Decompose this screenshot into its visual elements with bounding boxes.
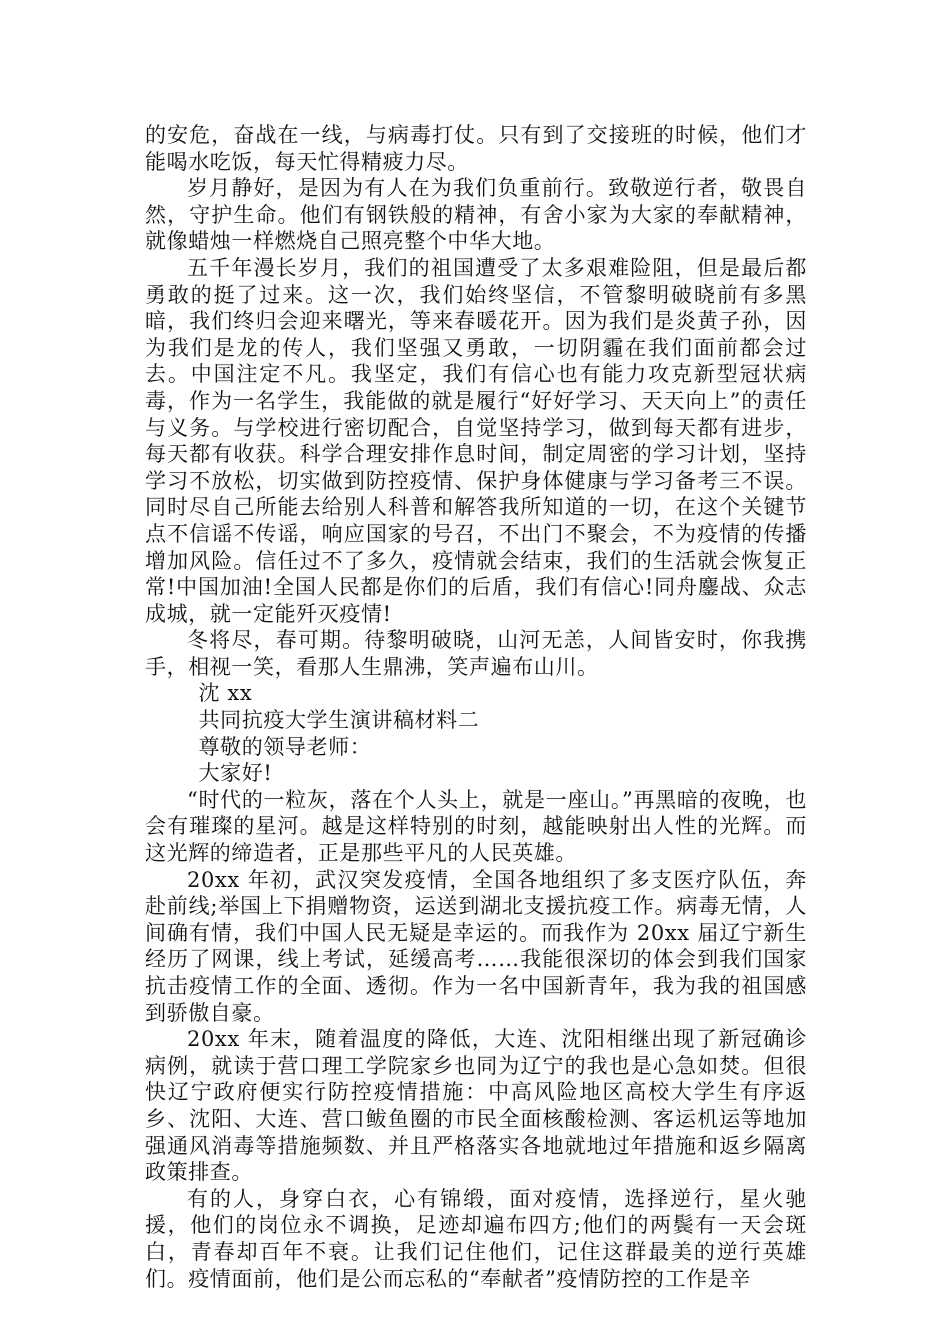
paragraph-early-year: 20xx 年初，武汉突发疫情，全国各地组织了多支医疗队伍，奔赴前线;举国上下捐赠物资，运送到湖北支援抗疫工作。病毒无情，人间确有情，我们中国人民无疑是幸运的。而我作为 20xx 届辽宁新生经历了网课，线上考试，延缓高考……我能很深切的体会到我们国家抗击疫情工作的全面、透彻。作为一名中国新青年，我为我的祖国感到骄傲自豪。 xyxy=(145,867,807,1025)
greeting: 大家好! xyxy=(198,761,273,786)
paragraph-motherland: 五千年漫长岁月，我们的祖国遭受了太多艰难险阻，但是最后都勇敢的挺了过来。这一次，我们始终坚信，不管黎明破晓前有多黑暗，我们终归会迎来曙光，等来春暖花开。因为我们是炎黄子孙，因为我们是龙的传人，我们坚强又勇敢，一切阴霾在我们面前都会过去。中国注定不凡。我坚定，我们有信心也有能力攻克新型冠状病毒，作为一名学生，我能做的就是履行“好好学习、天天向上”的责任与义务。与学校进行密切配合，自觉坚持学习，做到每天都有进步，每天都有收获。科学合理安排作息时间，制定周密的学习计划，坚持学习不放松，切实做到防控疫情、保护身体健康与学习备考三不误。同时尽自己所能去给别人科普和解答我所知道的一切，在这个关键节点不信谣不传谣，响应国家的号召，不出门不聚会，不为疫情的传播增加风险。信任过不了多久，疫情就会结束，我们的生活就会恢复正常!中国加油!全国人民都是你们的后盾，我们有信心!同舟鏖战、众志成城，就一定能歼灭疫情! xyxy=(145,255,807,626)
paragraph-quote: “时代的一粒灰，落在个人头上，就是一座山。”再黑暗的夜晚，也会有璀璨的星河。越是这样特别的时刻，越能映射出人性的光辉。而这光辉的缔造者，正是那些平凡的人民英雄。 xyxy=(145,787,807,866)
paragraph-year-end: 20xx 年末，随着温度的降低，大连、沈阳相继出现了新冠确诊病例，就读于营口理工学院家乡也同为辽宁的我也是心急如焚。但很快辽宁政府便实行防控疫情措施：中高风险地区高校大学生有序返乡、沈阳、大连、营口鲅鱼圈的市民全面核酸检测、客运机运等地加强通风消毒等措施频数、并且严格落实各地就地过年措施和返乡隔离政策排查。 xyxy=(145,1027,807,1185)
paragraph-closing: 冬将尽，春可期。待黎明破晓，山河无恙，人间皆安时，你我携手，相视一笑，看那人生鼎沸，笑声遍布山川。 xyxy=(145,628,807,679)
paragraph-tribute: 岁月静好，是因为有人在为我们负重前行。致敬逆行者，敬畏自然，守护生命。他们有钢铁般的精神，有舍小家为大家的奉献精神，就像蜡烛一样燃烧自己照亮整个中华大地。 xyxy=(145,176,807,254)
author-signature: 沈 xx xyxy=(198,681,253,706)
paragraph-heroes: 有的人，身穿白衣，心有锦缎，面对疫情，选择逆行，星火驰援，他们的岗位永不调换，足迹却遍布四方;他们的两鬓有一天会斑白，青春却百年不衰。让我们记住他们，记住这群最美的逆行英雄们。疫情面前，他们是公而忘私的“奉献者”疫情防控的工作是辛 xyxy=(145,1186,807,1291)
salutation: 尊敬的领导老师： xyxy=(198,734,372,759)
document-page xyxy=(145,122,807,1292)
paragraph-continuation: 的安危，奋战在一线，与病毒打仗。只有到了交接班的时候，他们才能喝水吃饭，每天忙得精疲力尽。 xyxy=(145,123,807,174)
section-title: 共同抗疫大学生演讲稿材料二 xyxy=(198,708,480,733)
